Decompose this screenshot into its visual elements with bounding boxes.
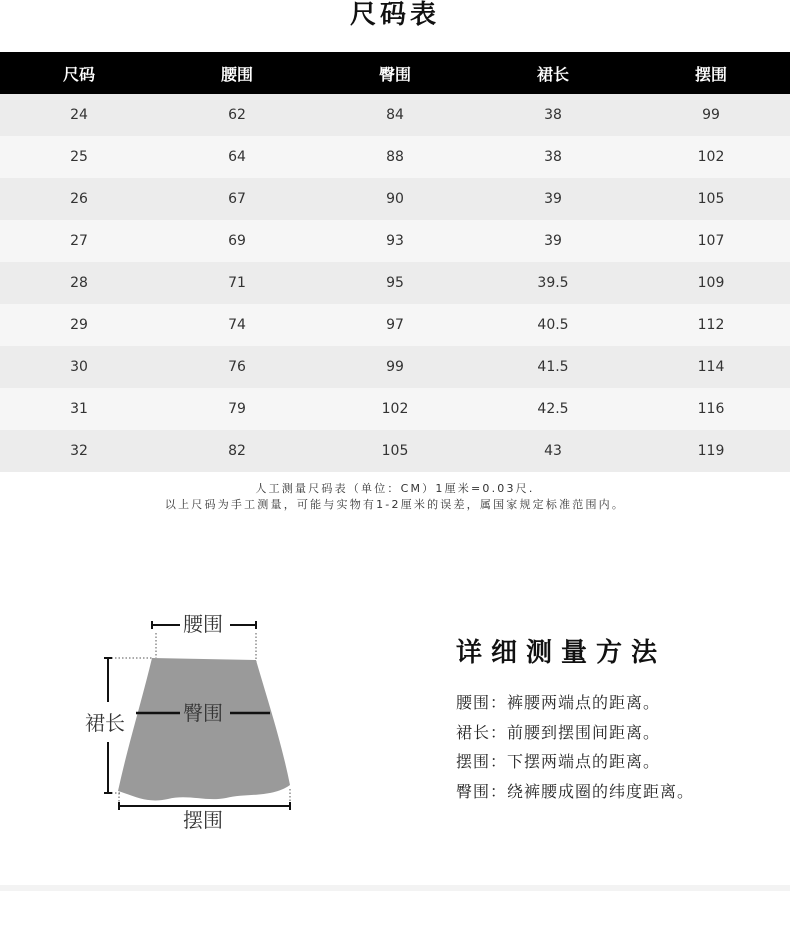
cell-waist: 62 [158,94,316,136]
note-unit: 人工测量尺码表（单位：CM）1厘米=0.03尺. [255,482,535,495]
method-list [456,688,694,806]
cell-length: 42.5 [474,388,632,430]
cell-hip: 90 [316,178,474,220]
cell-waist: 76 [158,346,316,388]
table-row [0,136,790,178]
cell-hip: 105 [316,430,474,472]
header-size: 尺码 [0,52,158,94]
cell-size: 31 [0,388,158,430]
cell-size: 29 [0,304,158,346]
method-item-length: 裙长：前腰到摆围间距离。 [456,722,661,742]
cell-waist: 82 [158,430,316,472]
table-body [0,94,790,472]
hip-label: 臀围 [183,701,223,725]
table-row [0,178,790,220]
cell-waist: 64 [158,136,316,178]
cell-hem: 107 [632,220,790,262]
measurement-diagram [76,605,316,845]
cell-hip: 93 [316,220,474,262]
cell-hem: 99 [632,94,790,136]
skirt-shape [118,658,290,800]
cell-length: 40.5 [474,304,632,346]
note-disclaimer: 以上尺码为手工测量，可能与实物有1-2厘米的误差，属国家规定标准范围内。 [164,498,626,511]
cell-length: 43 [474,430,632,472]
method-item-hip: 臀围：绕裤腰成圈的纬度距离。 [456,781,695,801]
cell-length: 39.5 [474,262,632,304]
cell-waist: 69 [158,220,316,262]
cell-hip: 102 [316,388,474,430]
table-row [0,304,790,346]
table-row [0,388,790,430]
cell-hem: 116 [632,388,790,430]
cell-length: 41.5 [474,346,632,388]
page-title: 尺码表 [349,0,440,30]
cell-length: 38 [474,136,632,178]
cell-size: 25 [0,136,158,178]
cell-length: 39 [474,220,632,262]
cell-hem: 105 [632,178,790,220]
cell-hip: 84 [316,94,474,136]
header-hem: 摆围 [632,52,790,94]
cell-hip: 88 [316,136,474,178]
bottom-divider [0,885,790,891]
header-length: 裙长 [474,52,632,94]
waist-label: 腰围 [183,612,223,636]
header-hip: 臀围 [316,52,474,94]
cell-hip: 99 [316,346,474,388]
hem-label: 摆围 [183,808,223,832]
cell-size: 32 [0,430,158,472]
cell-hem: 102 [632,136,790,178]
cell-length: 39 [474,178,632,220]
table-row [0,262,790,304]
method-item-waist: 腰围：裤腰两端点的距离。 [456,693,661,712]
cell-waist: 74 [158,304,316,346]
cell-length: 38 [474,94,632,136]
table-row [0,346,790,388]
method-item-hem: 摆围：下摆两端点的距离。 [456,752,661,771]
cell-hem: 112 [632,304,790,346]
cell-hem: 114 [632,346,790,388]
size-table [0,52,790,472]
cell-size: 24 [0,94,158,136]
cell-size: 26 [0,178,158,220]
cell-hip: 95 [316,262,474,304]
method-title: 详细测量方法 [456,638,667,668]
cell-hip: 97 [316,304,474,346]
length-label: 裙长 [85,711,125,735]
cell-waist: 67 [158,178,316,220]
table-header-row [0,52,790,94]
table-row [0,220,790,262]
header-waist: 腰围 [158,52,316,94]
table-row [0,430,790,472]
cell-size: 28 [0,262,158,304]
cell-hem: 119 [632,430,790,472]
cell-size: 27 [0,220,158,262]
cell-size: 30 [0,346,158,388]
table-row [0,94,790,136]
cell-hem: 109 [632,262,790,304]
cell-waist: 79 [158,388,316,430]
cell-waist: 71 [158,262,316,304]
